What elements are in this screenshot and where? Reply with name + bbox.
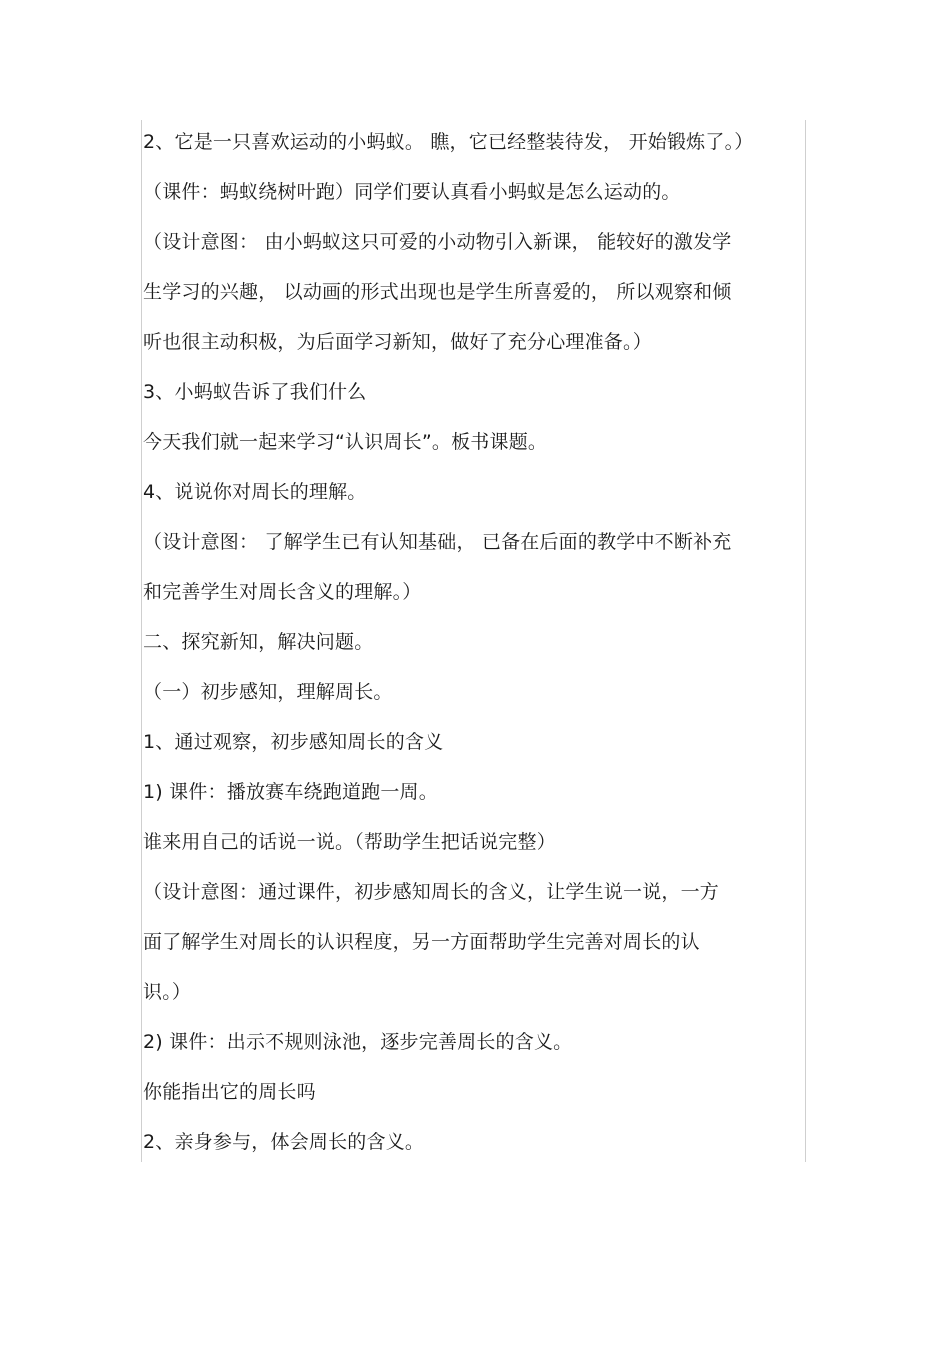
text-line: 2、亲身参与，体会周长的含义。 — [143, 1131, 425, 1153]
text-line: 生学习的兴趣， 以动画的形式出现也是学生所喜爱的， 所以观察和倾 — [143, 281, 732, 303]
text-line: 面了解学生对周长的认识程度，另一方面帮助学生完善对周长的认 — [143, 931, 700, 953]
section-heading: 二、探究新知，解决问题。 — [143, 631, 374, 653]
text-line: 1、通过观察，初步感知周长的含义 — [143, 731, 444, 753]
text-line: 听也很主动积极，为后面学习新知，做好了充分心理准备。） — [143, 331, 652, 353]
text-line: 2、它是一只喜欢运动的小蚂蚁。 瞧，它已经整装待发， 开始锻炼了。） — [143, 131, 754, 153]
text-line: （设计意图： 了解学生已有认知基础， 已备在后面的教学中不断补充 — [143, 531, 732, 553]
text-line: 和完善学生对周长含义的理解。） — [143, 581, 422, 603]
text-line: 识。） — [143, 981, 192, 1003]
text-line: （设计意图：通过课件，初步感知周长的含义，让学生说一说，一方 — [143, 881, 720, 903]
document-body — [143, 122, 811, 1172]
text-line: （课件：蚂蚁绕树叶跑）同学们要认真看小蚂蚁是怎么运动的。 — [143, 181, 681, 203]
text-line: 2) 课件：出示不规则泳池，逐步完善周长的含义。 — [143, 1031, 573, 1053]
text-line: 3、小蚂蚁告诉了我们什么 — [143, 381, 367, 403]
text-line: （设计意图： 由小蚂蚁这只可爱的小动物引入新课， 能较好的激发学 — [143, 231, 732, 253]
text-line: 1) 课件：播放赛车绕跑道跑一周。 — [143, 781, 438, 803]
text-line: 今天我们就一起来学习“认识周长”。板书课题。 — [143, 431, 548, 453]
text-line: 谁来用自己的话说一说。（帮助学生把话说完整） — [143, 831, 556, 853]
text-line: 4、说说你对周长的理解。 — [143, 481, 367, 503]
text-line: 你能指出它的周长吗 — [143, 1081, 316, 1103]
subsection-heading: （一）初步感知，理解周长。 — [143, 681, 393, 703]
